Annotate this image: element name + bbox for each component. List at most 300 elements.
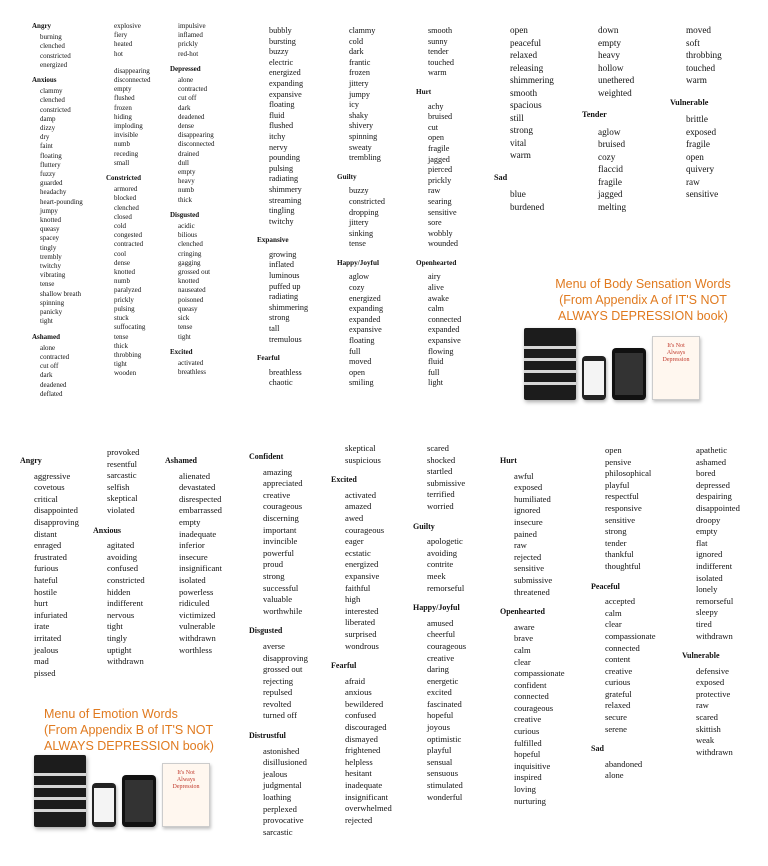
word-item: compassionate — [605, 630, 656, 641]
word-item: bruised — [598, 139, 626, 149]
word-item: full — [349, 346, 361, 356]
emotion-col-8 — [591, 445, 687, 782]
word-item: connected — [605, 642, 640, 653]
word-item: exposed — [686, 126, 717, 137]
word-item: empty — [696, 526, 718, 537]
word-item: buzzy — [349, 186, 369, 196]
word-item: radiating — [269, 292, 299, 302]
word-item: averse — [263, 640, 285, 651]
word-item: avoiding — [427, 547, 458, 558]
word-item: constricted — [349, 196, 385, 206]
word-item: shocked — [427, 454, 456, 465]
word-item: inferior — [179, 540, 205, 551]
word-item: fluid — [269, 110, 285, 120]
word-item: hateful — [34, 574, 58, 585]
word-item: knotted — [114, 268, 135, 277]
category-heading: Vulnerable — [682, 651, 720, 661]
word-item: ignored — [514, 505, 541, 516]
word-item: floating — [40, 151, 62, 160]
word-item: queasy — [178, 304, 198, 313]
word-item: tense — [114, 332, 129, 341]
word-item: revolted — [263, 698, 292, 709]
word-item: expansive — [428, 336, 461, 346]
word-item: awful — [514, 470, 534, 481]
word-item: tremulous — [269, 334, 302, 344]
word-item: puffed up — [269, 281, 301, 291]
word-item: isolated — [179, 574, 206, 585]
word-item: trembly — [40, 252, 62, 261]
word-item: frozen — [114, 103, 132, 112]
paperback-book-image — [524, 328, 576, 400]
word-item: prickly — [428, 175, 452, 185]
word-item: dry — [40, 133, 50, 142]
category-heading: Openhearted — [416, 258, 457, 267]
category-heading: Constricted — [106, 174, 141, 183]
word-item: activated — [178, 358, 204, 367]
phone-image — [92, 783, 116, 827]
word-item: sunny — [428, 36, 448, 46]
word-item: insecure — [179, 551, 208, 562]
word-item: heavy — [598, 50, 620, 60]
word-item: turned off — [263, 710, 297, 721]
word-item: grossed out — [178, 268, 211, 277]
word-item: tired — [696, 618, 712, 629]
word-item: fiery — [114, 31, 128, 40]
word-item: sleepy — [696, 607, 718, 618]
word-item: awed — [345, 512, 364, 523]
word-item: sensitive — [428, 207, 457, 217]
word-item: cozy — [349, 283, 365, 293]
word-item: judgmental — [263, 780, 302, 791]
category-heading: Guilty — [337, 172, 357, 181]
word-item: shallow breath — [40, 289, 82, 298]
word-item: throbbing — [686, 50, 722, 60]
word-item: vulnerable — [179, 621, 216, 632]
word-item: alive — [428, 283, 444, 293]
word-item: skittish — [696, 723, 721, 734]
word-item: playful — [605, 479, 630, 490]
category-heading: Distrustful — [249, 731, 286, 741]
word-item: constricted — [107, 574, 145, 585]
word-item: alienated — [179, 470, 211, 481]
word-item: empty — [179, 516, 201, 527]
word-item: provoked — [107, 447, 140, 457]
word-item: despairing — [696, 491, 732, 502]
category-heading: Ashamed — [165, 456, 198, 465]
word-item: covetous — [34, 482, 65, 493]
word-item: raw — [514, 540, 527, 551]
word-item: appreciated — [263, 478, 303, 489]
word-item: sensitive — [514, 563, 545, 574]
word-item: panicky — [40, 308, 63, 317]
word-item: indifferent — [107, 598, 144, 609]
word-item: contracted — [40, 352, 70, 361]
word-item: searing — [428, 196, 452, 206]
word-item: mad — [34, 656, 49, 667]
word-item: shaky — [349, 110, 369, 120]
word-item: sinking — [349, 228, 374, 238]
word-item: trembling — [349, 153, 381, 163]
word-item: brave — [514, 633, 534, 644]
word-item: uptight — [107, 644, 132, 655]
word-item: heart-pounding — [40, 197, 83, 206]
word-item: tense — [178, 323, 193, 332]
word-item: compassionate — [514, 668, 565, 679]
word-item: disapproving — [34, 516, 79, 527]
word-item: tight — [178, 332, 191, 341]
word-item: hostile — [34, 586, 57, 597]
word-item: valuable — [263, 594, 293, 605]
word-item: sick — [178, 314, 190, 323]
body-col-9 — [670, 24, 765, 201]
word-item: insignificant — [179, 563, 222, 574]
word-item: small — [114, 158, 130, 167]
word-item: high — [345, 594, 361, 605]
word-item: throbbing — [114, 350, 142, 359]
word-item: interested — [345, 605, 379, 616]
word-item: sarcastic — [263, 826, 293, 837]
word-item: depressed — [696, 479, 730, 490]
word-item: tingly — [107, 632, 128, 643]
word-item: growing — [269, 249, 297, 259]
word-item: suspicious — [345, 454, 381, 465]
word-item: daring — [427, 664, 449, 675]
caption-line-1: Menu of Body Sensation Words — [555, 277, 731, 291]
word-item: overwhelmed — [345, 803, 392, 814]
caption-line-3: ALWAYS DEPRESSION book) — [44, 739, 214, 753]
word-item: withdrawn — [107, 656, 144, 667]
word-item: hopeful — [427, 710, 454, 721]
word-item: afraid — [345, 675, 366, 686]
word-item: vital — [510, 137, 527, 148]
word-item: calm — [428, 304, 444, 314]
word-item: wobbly — [428, 228, 453, 238]
category-heading: Fearful — [331, 661, 357, 671]
word-item: aware — [514, 621, 535, 632]
word-item: burdened — [510, 201, 545, 212]
word-item: defensive — [696, 665, 729, 676]
word-item: dismayed — [345, 733, 378, 744]
word-item: soft — [686, 37, 700, 48]
word-item: isolated — [696, 572, 723, 583]
word-item: imploding — [114, 122, 143, 131]
word-item: hidden — [107, 586, 131, 597]
category-heading: Confident — [249, 452, 284, 461]
word-item: dark — [178, 103, 191, 112]
word-item: fragile — [598, 176, 622, 187]
word-item: nauseated — [178, 286, 206, 295]
word-item: proud — [263, 559, 284, 570]
word-item: enraged — [34, 540, 62, 551]
word-item: invincible — [263, 536, 298, 547]
word-item: electric — [269, 57, 294, 67]
word-item: connected — [514, 691, 549, 702]
word-item: resentful — [107, 458, 138, 469]
emotion-col-5 — [331, 443, 419, 826]
word-item: warm — [510, 150, 531, 160]
word-item: scared — [696, 712, 718, 723]
cover-title-1: It's Not — [667, 343, 685, 349]
word-item: clammy — [349, 26, 376, 35]
word-item: fragile — [686, 139, 710, 149]
word-item: impulsive — [178, 22, 206, 30]
emotion-col-4 — [249, 443, 335, 838]
word-item: hurt — [34, 598, 48, 609]
word-item: meek — [427, 570, 446, 581]
word-item: contracted — [178, 85, 208, 94]
word-item: thoughtful — [605, 560, 641, 571]
word-item: powerful — [263, 547, 295, 558]
word-item: inflated — [269, 260, 295, 270]
emotion-col-7 — [500, 447, 596, 807]
word-item: poisoned — [178, 295, 204, 304]
emotion-col-1 — [20, 447, 104, 679]
word-item: excited — [427, 687, 452, 698]
word-item: still — [510, 112, 524, 123]
word-item: bruised — [428, 112, 453, 122]
word-item: frantic — [349, 57, 371, 67]
word-item: jealous — [34, 644, 59, 655]
word-item: sarcastic — [107, 470, 137, 481]
word-item: blocked — [114, 194, 137, 203]
word-item: ignored — [696, 549, 723, 560]
word-item: disappearing — [114, 66, 150, 75]
word-item: shivery — [349, 121, 374, 131]
word-item: strong — [269, 313, 290, 323]
word-item: disrespected — [179, 493, 222, 504]
word-item: disappearing — [178, 131, 214, 140]
word-item: contrite — [427, 559, 454, 570]
word-item: disconnected — [178, 140, 215, 149]
word-item: stimulated — [427, 780, 463, 791]
word-item: raw — [696, 700, 709, 711]
word-item: nervous — [107, 609, 135, 620]
word-item: inquisitive — [514, 760, 551, 771]
body-col-7 — [494, 24, 590, 213]
word-item: touched — [686, 62, 716, 73]
word-item: inspired — [514, 772, 542, 783]
word-item: amused — [427, 617, 454, 628]
word-item: hot — [114, 49, 123, 58]
word-item: invisible — [114, 131, 139, 140]
word-item: droopy — [696, 514, 721, 525]
word-item: loathing — [263, 792, 292, 803]
word-item: important — [263, 524, 297, 535]
category-heading: Peaceful — [591, 581, 620, 591]
word-item: clammy — [40, 87, 63, 96]
word-item: worthless — [179, 644, 212, 655]
word-item: strong — [605, 526, 627, 537]
word-item: disappointed — [696, 502, 740, 513]
word-item: infuriated — [34, 609, 68, 620]
word-item: flaccid — [598, 164, 623, 174]
word-item: receding — [114, 149, 139, 158]
word-item: spacey — [40, 234, 60, 243]
word-item: furious — [34, 563, 59, 574]
body-col-3 — [170, 22, 238, 377]
word-item: sore — [428, 218, 442, 228]
word-item: numb — [114, 277, 130, 286]
word-item: spinning — [349, 131, 378, 141]
word-item: dense — [178, 122, 194, 131]
word-item: deadened — [178, 112, 205, 121]
word-item: energized — [349, 293, 381, 303]
word-item: empty — [178, 168, 196, 177]
word-item: embarrassed — [179, 505, 222, 516]
word-item: terrified — [427, 489, 455, 500]
category-heading: Angry — [20, 456, 42, 465]
word-item: dark — [349, 47, 364, 57]
word-item: cold — [114, 222, 127, 231]
word-item: releasing — [510, 62, 544, 73]
word-item: jumpy — [40, 206, 58, 215]
word-item: icy — [349, 100, 360, 110]
word-item: avoiding — [107, 551, 138, 562]
word-item: open — [686, 151, 704, 162]
word-item: smooth — [428, 26, 453, 35]
word-item: shimmering — [510, 75, 554, 85]
word-item: stuck — [114, 314, 129, 323]
word-item: agitated — [107, 540, 135, 551]
word-item: sensitive — [605, 514, 636, 525]
word-item: bursting — [269, 36, 296, 46]
word-item: courageous — [514, 702, 554, 713]
book-images — [34, 755, 210, 827]
word-item: faithful — [345, 582, 371, 593]
word-item: numb — [178, 186, 194, 195]
word-item: constricted — [40, 51, 71, 60]
word-item: queasy — [40, 225, 60, 234]
word-item: indifferent — [696, 560, 733, 571]
word-item: creative — [427, 652, 455, 663]
word-item: full — [428, 367, 440, 377]
word-item: constricted — [40, 105, 71, 114]
word-item: distant — [34, 528, 57, 539]
word-item: pierced — [428, 165, 453, 175]
word-item: strong — [263, 570, 285, 581]
word-item: frozen — [349, 68, 370, 78]
word-item: discouraged — [345, 722, 387, 733]
word-item: pulsing — [114, 304, 135, 313]
word-item: grateful — [605, 688, 632, 699]
word-item: floating — [349, 336, 375, 346]
category-heading: Sad — [494, 172, 508, 182]
word-item: tingling — [269, 206, 295, 216]
body-sensation-menu — [0, 0, 768, 425]
word-item: dense — [114, 258, 130, 267]
caption-line-3: ALWAYS DEPRESSION book) — [558, 309, 728, 323]
paperback-book-image — [34, 755, 86, 827]
word-item: armored — [114, 185, 138, 194]
word-item: hiding — [114, 112, 132, 121]
word-item: melting — [598, 201, 627, 212]
word-item: expanding — [269, 78, 304, 88]
body-col-5 — [337, 26, 412, 389]
emotion-menu-caption — [44, 706, 244, 754]
word-item: irate — [34, 621, 50, 632]
word-item: wondrous — [345, 640, 379, 651]
word-item: remorseful — [696, 595, 734, 606]
word-item: curious — [605, 677, 631, 688]
word-item: prickly — [114, 295, 134, 304]
word-item: creative — [514, 714, 542, 725]
word-item: paralyzed — [114, 286, 142, 295]
word-item: itchy — [269, 131, 286, 141]
word-item: moved — [349, 357, 372, 367]
word-item: alone — [605, 770, 624, 781]
word-item: spinning — [40, 298, 65, 307]
word-item: provocative — [263, 815, 304, 826]
book-images — [524, 328, 700, 400]
category-heading: Sad — [591, 744, 604, 754]
word-item: cringing — [178, 249, 202, 258]
word-item: submissive — [427, 477, 466, 488]
word-item: helpless — [345, 756, 373, 767]
word-item: disillusioned — [263, 757, 307, 768]
word-item: worried — [427, 500, 454, 511]
word-item: protective — [696, 688, 731, 699]
word-item: fragile — [428, 143, 450, 153]
word-item: lonely — [696, 584, 718, 595]
word-item: thick — [178, 195, 192, 204]
word-item: clenched — [40, 42, 65, 51]
word-item: jagged — [598, 189, 623, 199]
word-item: secure — [605, 712, 627, 723]
word-item: jumpy — [349, 89, 370, 99]
word-item: empty — [598, 37, 621, 48]
word-item: breathless — [178, 368, 206, 377]
word-item: cool — [114, 249, 127, 258]
word-item: unethered — [598, 75, 635, 85]
category-heading: Depressed — [170, 64, 201, 73]
word-item: exposed — [514, 482, 543, 493]
body-col-2 — [106, 22, 168, 379]
cover-title-2: Always — [176, 777, 196, 783]
word-item: explosive — [114, 22, 141, 30]
word-item: anxious — [345, 687, 372, 698]
word-item: accepted — [605, 596, 636, 607]
word-item: confused — [107, 563, 139, 574]
emotion-col-2 — [93, 447, 169, 668]
word-item: successful — [263, 582, 299, 593]
word-item: creative — [605, 665, 633, 676]
body-col-6 — [416, 26, 496, 389]
word-item: activated — [345, 489, 377, 500]
word-item: fuzzy — [40, 170, 56, 179]
category-heading: Guilty — [413, 521, 435, 531]
word-item: energetic — [427, 675, 459, 686]
word-item: light — [428, 378, 444, 388]
category-heading: Hurt — [416, 87, 432, 96]
word-item: bubbly — [269, 26, 292, 35]
word-item: tingly — [40, 243, 57, 252]
word-item: brittle — [686, 114, 708, 124]
word-item: jealous — [263, 768, 288, 779]
word-item: ecstatic — [345, 547, 371, 558]
word-item: shimmering — [269, 302, 309, 312]
word-item: apologetic — [427, 536, 463, 547]
word-item: frustrated — [34, 551, 67, 562]
word-item: drained — [178, 149, 199, 158]
word-item: connected — [428, 314, 462, 324]
word-item: floating — [269, 100, 295, 110]
word-item: numb — [114, 140, 130, 149]
word-item: threatened — [514, 586, 550, 597]
book-cover-image — [652, 336, 700, 400]
word-item: deflated — [40, 389, 63, 398]
word-item: open — [510, 25, 528, 35]
word-item: flat — [696, 537, 708, 548]
